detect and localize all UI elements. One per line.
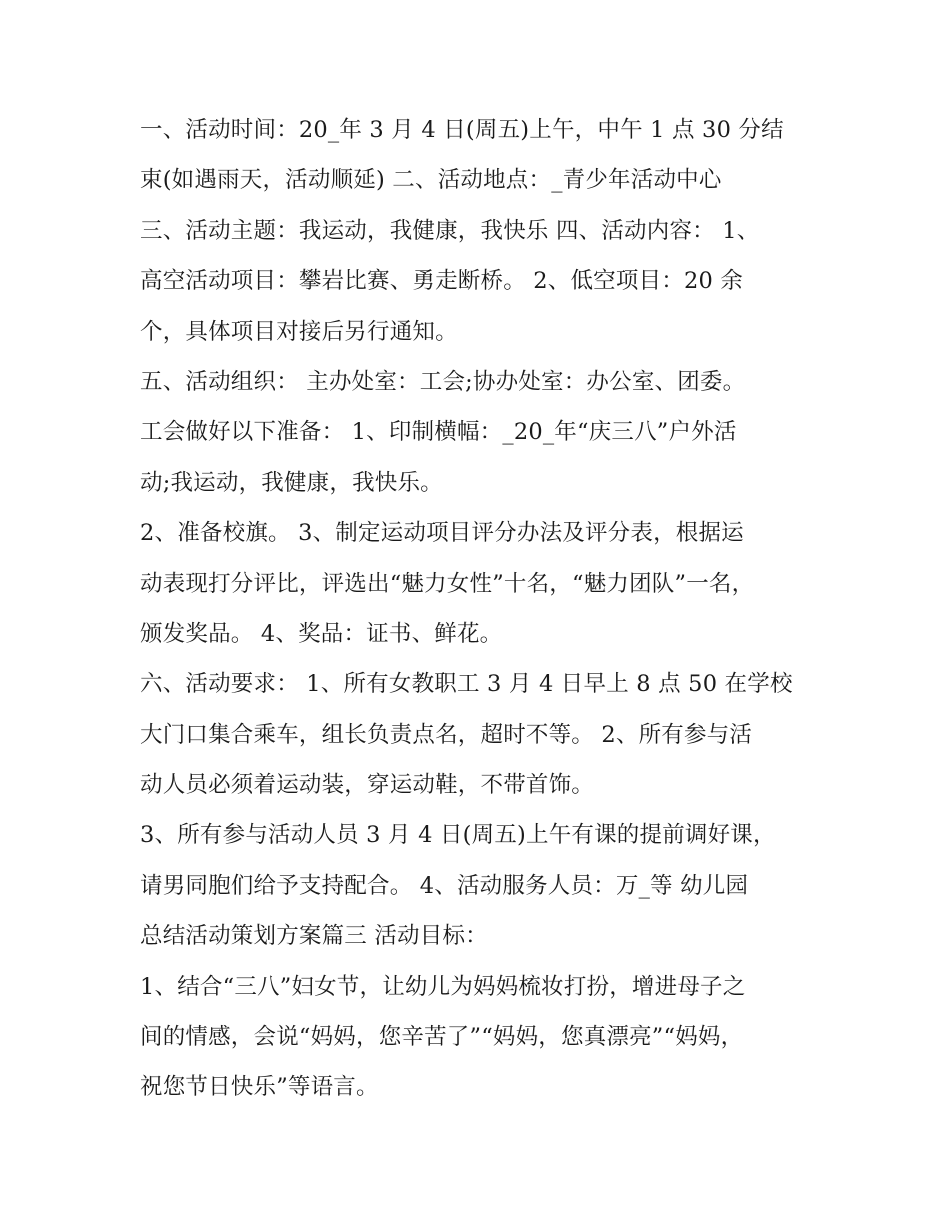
text-line: 总结活动策划方案篇三 活动目标： [140,923,488,950]
text-line: 颁发奖品。 4、奖品：证书、鲜花。 [140,620,503,647]
text-line: 2、准备校旗。 3、制定运动项目评分办法及评分表，根据运 [140,520,744,547]
text-line: 五、活动组织： 主办处室：工会;协办处室：办公室、团委。 [140,368,746,395]
text-line: 间的情感，会说“妈妈，您辛苦了”“妈妈，您真漂亮”“妈妈， [140,1024,744,1051]
text-line: 高空活动项目：攀岩比赛、勇走断桥。 2、低空项目：20 余 [140,268,744,295]
text-line: 请男同胞们给予支持配合。 4、活动服务人员：万_等 幼儿园 [140,872,749,899]
text-line: 动表现打分评比，评选出“魅力女性”十名，“魅力团队”一名， [140,570,755,597]
text-line: 3、所有参与活动人员 3 月 4 日(周五)上午有课的提前调好课， [140,822,776,849]
text-line: 工会做好以下准备： 1、印制横幅：_20_年“庆三八”户外活 [140,419,737,446]
text-line: 大门口集合乘车，组长负责点名，超时不等。 2、所有参与活 [140,721,753,748]
document-body [140,105,820,1113]
text-line: 六、活动要求： 1、所有女教职工 3 月 4 日早上 8 点 50 在学校 [140,671,793,698]
text-line: 个，具体项目对接后另行通知。 [140,318,458,345]
text-line: 动;我运动，我健康，我快乐。 [140,469,443,496]
text-line: 三、活动主题：我运动，我健康，我快乐 四、活动内容： 1、 [140,217,760,244]
text-line: 一、活动时间：20_年 3 月 4 日(周五)上午，中午 1 点 30 分结 [140,117,784,143]
text-line: 1、结合“三八”妇女节，让幼儿为妈妈梳妆打扮，增进母子之 [140,973,746,1000]
text-line: 束(如遇雨天，活动顺延) 二、活动地点：_青少年活动中心 [140,167,722,194]
text-line: 祝您节日快乐”等语言。 [140,1074,379,1101]
text-line: 动人员必须着运动装，穿运动鞋，不带首饰。 [140,772,595,799]
